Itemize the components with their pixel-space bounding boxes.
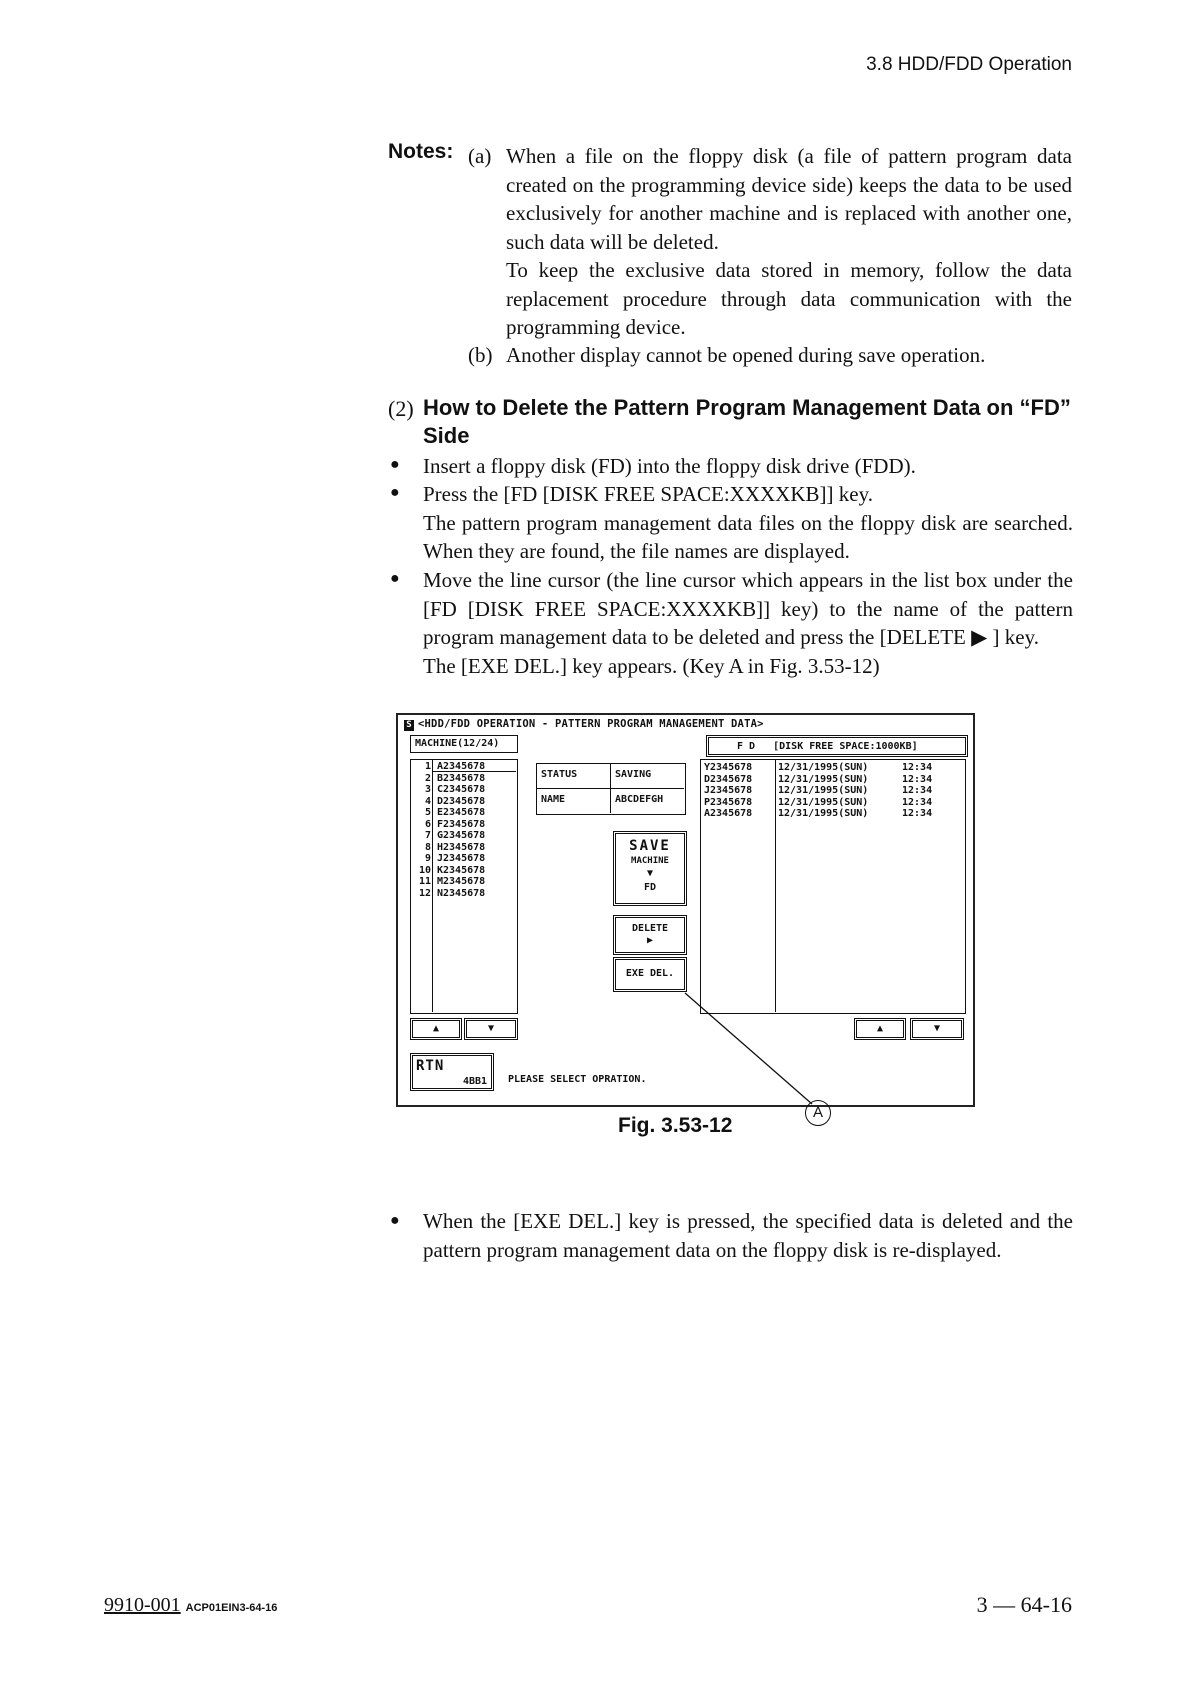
machine-item-name: F2345678 — [437, 818, 486, 830]
machine-item-name: D2345678 — [437, 795, 486, 807]
fd-item-time: 12:34 — [902, 808, 933, 819]
page-number: 3 — 64-16 — [976, 1592, 1072, 1617]
machine-item-number: 3 — [424, 784, 431, 795]
name-label: NAME — [541, 794, 566, 805]
bullet-3-text: Move the line cursor (the line cursor which appears in the list box under the [FD [DISK FREE SPACE:XXXXKB]] key) to the name of the pattern program management data to be deleted and press the [DELETE ▶ ] key. — [423, 568, 1073, 649]
up-arrow-icon: ▲ — [432, 1023, 440, 1034]
doc-code: 9910-001 — [104, 1594, 181, 1616]
note-a-text-2: To keep the exclusive data stored in memory, follow the data replacement procedure through data communication with the programming device. — [506, 258, 1072, 339]
section-title: How to Delete the Pattern Program Management Data on “FD” Side — [423, 395, 1071, 448]
save-source: MACHINE — [631, 856, 669, 866]
fd-item-name: P2345678 — [704, 796, 753, 808]
status-value: SAVING — [615, 769, 652, 780]
fd-item-date: 12/31/1995(SUN) — [778, 762, 869, 773]
machine-item-name: N2345678 — [437, 887, 486, 899]
running-header: 3.8 HDD/FDD Operation — [866, 54, 1072, 75]
up-arrow-icon: ▲ — [876, 1023, 884, 1034]
down-arrow-icon: ▼ — [933, 1023, 941, 1034]
bullet-dot: ● — [390, 1212, 400, 1229]
fd-item-date: 12/31/1995(SUN) — [778, 785, 869, 796]
status-message: PLEASE SELECT OPRATION. — [508, 1074, 647, 1085]
machine-item-number: 2 — [424, 772, 431, 784]
bullet-4: When the [EXE DEL.] key is pressed, the specified data is deleted and the pattern program management data on the floppy disk is re-displayed. — [423, 1209, 1073, 1262]
save-target: FD — [643, 882, 657, 893]
machine-item-number: 9 — [424, 853, 431, 864]
fd-item-name: D2345678 — [704, 773, 753, 785]
fd-item-name: J2345678 — [704, 785, 753, 796]
note-b-text: Another display cannot be opened during save operation. — [506, 343, 986, 367]
rtn-label: RTN — [416, 1058, 445, 1074]
fd-item-name: Y2345678 — [704, 762, 753, 773]
note-a-text: When a file on the floppy disk (a file of pattern program data created on the programming device side) keeps the data to be used exclusively for another machine and is replaced with another one, such data will be deleted. — [506, 144, 1072, 254]
delete-label: DELETE — [631, 923, 669, 934]
fd-item-date: 12/31/1995(SUN) — [778, 808, 869, 819]
bullet-dot: ● — [390, 456, 400, 473]
doc-id: ACP01EIN3-64-16 — [185, 1602, 278, 1614]
fd-item-time: 12:34 — [902, 773, 933, 785]
machine-item-number: 8 — [424, 841, 431, 853]
down-arrow-icon: ▼ — [646, 868, 654, 879]
machine-item-number: 5 — [424, 807, 431, 818]
machine-item-number: 7 — [424, 830, 431, 841]
bullet-dot: ● — [390, 484, 400, 501]
machine-item-name: C2345678 — [437, 784, 486, 795]
section-number: (2) — [388, 396, 414, 421]
save-label: SAVE — [629, 838, 671, 854]
screen-icon: S — [404, 720, 414, 731]
machine-item-number: 10 — [418, 864, 431, 876]
rtn-sub: 4BB1 — [463, 1076, 488, 1087]
callout-a: A — [805, 1100, 831, 1126]
bullet-2-text: Press the [FD [DISK FREE SPACE:XXXXKB]] key. — [423, 482, 873, 506]
machine-item-name: B2345678 — [437, 772, 486, 784]
note-a-tag: (a) — [468, 144, 492, 168]
figure-caption: Fig. 3.53-12 — [618, 1114, 733, 1137]
status-label: STATUS — [541, 769, 578, 780]
notes-label: Notes: — [388, 140, 454, 163]
down-arrow-icon: ▼ — [487, 1023, 495, 1034]
machine-item-name: M2345678 — [437, 876, 486, 887]
fd-label: F D [DISK FREE SPACE:1000KB] — [737, 741, 918, 752]
machine-item-number: 4 — [424, 795, 431, 807]
fd-item-time: 12:34 — [902, 796, 933, 808]
name-value: ABCDEFGH — [615, 794, 664, 805]
machine-item-name: E2345678 — [437, 807, 486, 818]
footer-left — [104, 1594, 277, 1617]
machine-item-number: 11 — [418, 876, 431, 887]
machine-item-name: H2345678 — [437, 841, 486, 853]
machine-label: MACHINE(12/24) — [415, 738, 500, 749]
bullet-1: Insert a floppy disk (FD) into the floppy disk drive (FDD). — [423, 454, 916, 478]
machine-item-number: 12 — [418, 887, 431, 899]
machine-item-name: K2345678 — [437, 864, 486, 876]
fd-item-name: A2345678 — [704, 808, 753, 819]
bullet-dot: ● — [390, 570, 400, 587]
machine-item-name: A2345678 — [437, 761, 486, 772]
machine-item-name: G2345678 — [437, 830, 486, 841]
machine-item-name: J2345678 — [437, 853, 486, 864]
bullet-3-cont: The [EXE DEL.] key appears. (Key A in Fig. 3.53-12) — [423, 653, 880, 678]
right-arrow-icon: ▶ — [646, 935, 654, 946]
bullet-2-cont: The pattern program management data files on the floppy disk are searched. When they are found, the file names are displayed. — [423, 510, 1073, 563]
fd-item-time: 12:34 — [902, 785, 933, 796]
machine-item-number: 6 — [424, 818, 431, 830]
fd-item-time: 12:34 — [902, 762, 933, 773]
note-b-tag: (b) — [468, 343, 493, 367]
fd-item-date: 12/31/1995(SUN) — [778, 773, 869, 785]
machine-item-number: 1 — [424, 761, 431, 772]
fd-item-date: 12/31/1995(SUN) — [778, 796, 869, 808]
screen-title-text: <HDD/FDD OPERATION - PATTERN PROGRAM MANAGEMENT DATA> — [418, 718, 764, 730]
exe-del-label: EXE DEL. — [625, 968, 675, 979]
